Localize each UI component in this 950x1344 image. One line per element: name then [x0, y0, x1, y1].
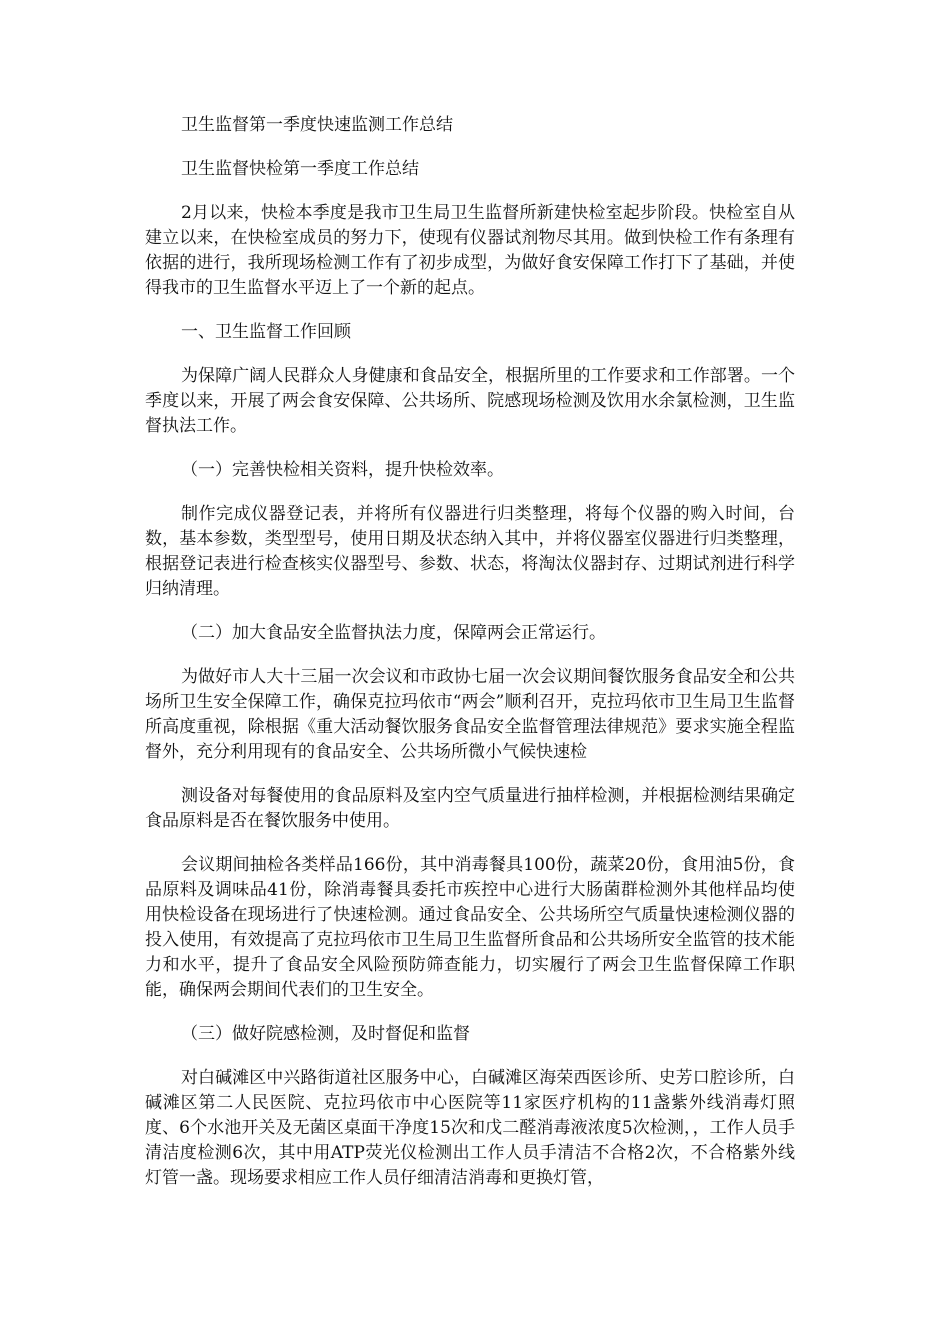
- paragraph-instruments: 制作完成仪器登记表，并将所有仪器进行归类整理，将每个仪器的购入时间，台数，基本参数，类型型号，使用日期及状态纳入其中，并将仪器室仪器进行归类整理，根据登记表进行检查核实仪器型号、参数、状态，将淘汰仪器封存、过期试剂进行科学归纳清理。: [145, 504, 795, 599]
- document-title: 卫生监督第一季度快速监测工作总结: [181, 115, 453, 135]
- document-subtitle: 卫生监督快检第一季度工作总结: [181, 159, 419, 179]
- paragraph-two-sessions: 为做好市人大十三届一次会议和市政协七届一次会议期间餐饮服务食品安全和公共场所卫生安全保障工作，确保克拉玛依市“两会”顺利召开，克拉玛依市卫生局卫生监督所高度重视，除根据《重大活动餐饮服务食品安全监督管理法律规范》要求实施全程监督外，充分利用现有的食品安全、公共场所微小气候快速检: [145, 667, 795, 762]
- document-body: [145, 113, 795, 1210]
- paragraph-review: 为保障广阔人民群众人身健康和食品安全，根据所里的工作要求和工作部署。一个季度以来，开展了两会食安保障、公共场所、院感现场检测及饮用水余氯检测，卫生监督执法工作。: [145, 366, 795, 436]
- section-heading-review: 一、卫生监督工作回顾: [181, 322, 351, 342]
- paragraph-intro: 2月以来，快检本季度是我市卫生局卫生监督所新建快检室起步阶段。快检室自从建立以来，在快检室成员的努力下，使现有仪器试剂物尽其用。做到快检工作有条理有依据的进行，我所现场检测工作有了初步成型，为做好食安保障工作打下了基础，并使得我市的卫生监督水平迈上了一个新的起点。: [145, 203, 795, 298]
- subheading-1: （一）完善快检相关资料，提升快检效率。: [181, 460, 504, 480]
- paragraph-testing-equipment: 测设备对每餐使用的食品原料及室内空气质量进行抽样检测，并根据检测结果确定食品原料是否在餐饮服务中使用。: [145, 786, 795, 831]
- subheading-3: （三）做好院感检测，及时督促和监督: [181, 1024, 470, 1044]
- paragraph-sampling: 会议期间抽检各类样品166份，其中消毒餐具100份，蔬菜20份，食用油5份，食品原料及调味品41份，除消毒餐具委托市疾控中心进行大肠菌群检测外其他样品均使用快检设备在现场进行了快速检测。通过食品安全、公共场所空气质量快速检测仪器的投入使用，有效提高了克拉玛依市卫生局卫生监督所食品和公共场所安全监管的技术能力和水平，提升了食品安全风险预防筛查能力，切实履行了两会卫生监督保障工作职能，确保两会期间代表们的卫生安全。: [145, 855, 795, 1000]
- subheading-2: （二）加大食品安全监督执法力度，保障两会正常运行。: [181, 623, 606, 643]
- paragraph-hospital-infection: 对白碱滩区中兴路街道社区服务中心，白碱滩区海荣西医诊所、史芳口腔诊所，白碱滩区第二人民医院、克拉玛依市中心医院等11家医疗机构的11盏紫外线消毒灯照度、6个水池开关及无菌区桌面干净度15次和戊二醛消毒液浓度5次检测，，工作人员手清洁度检测6次，其中用ATP荧光仪检测出工作人员手清洁不合格2次，不合格紫外线灯管一盏。现场要求相应工作人员仔细清洁消毒和更换灯管，: [145, 1068, 795, 1188]
